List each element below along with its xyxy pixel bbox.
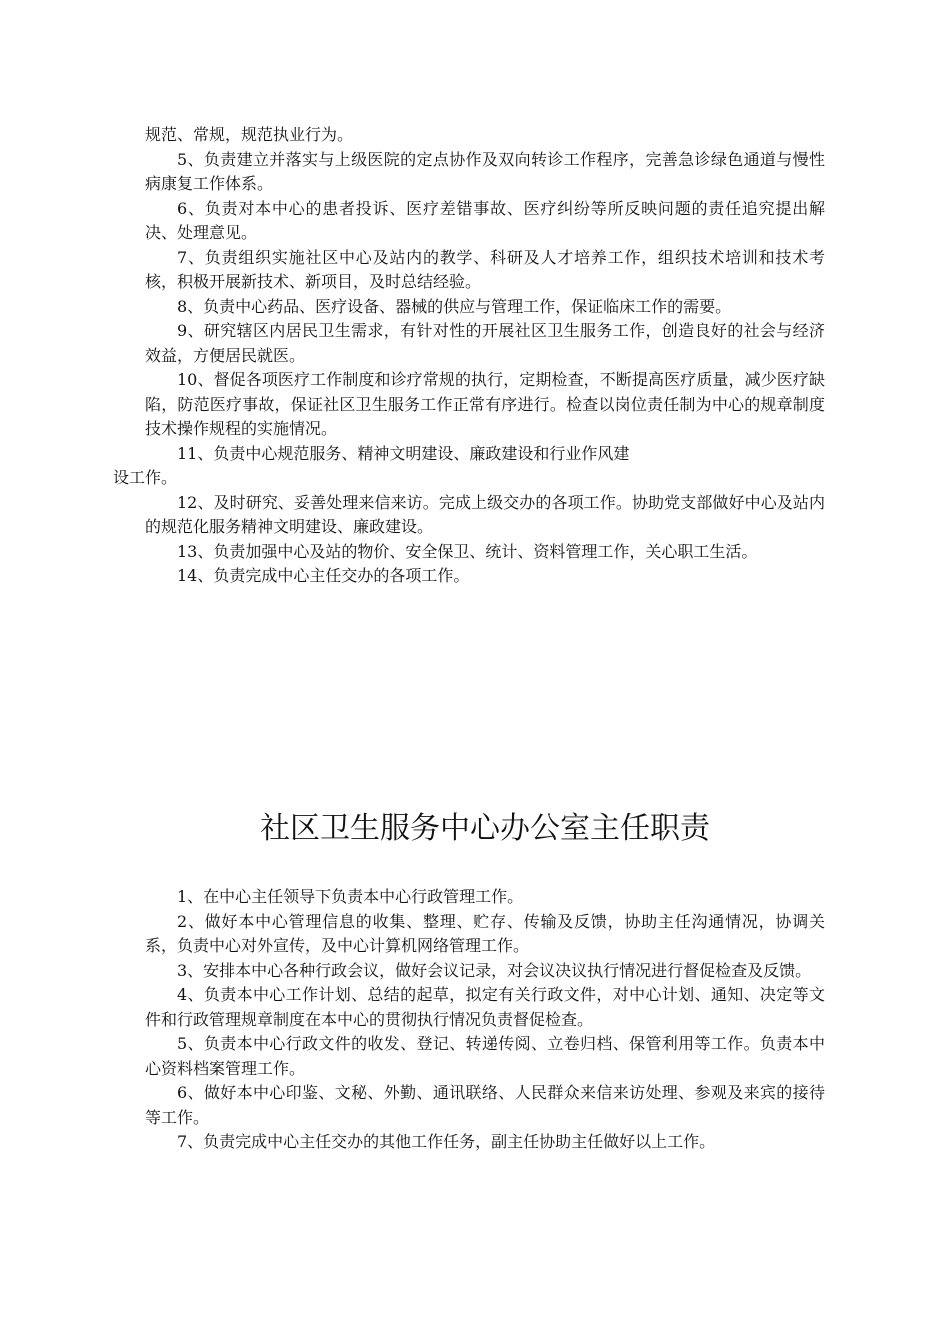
continuation-text: 规范、常规，规范执业行为。 xyxy=(145,125,354,144)
duty-item-11-line1: 11、负责中心规范服务、精神文明建设、廉政建设和行业作风建 xyxy=(177,443,630,463)
office-duty-item-3: 3、安排本中心各种行政会议，做好会议记录，对会议决议执行情况进行督促检查及反馈。 xyxy=(177,960,812,980)
office-duty-item-2: 2、做好本中心管理信息的收集、整理、贮存、传输及反馈，协助主任沟通情况，协调关系，负责中心对外宣传，及中心计算机网络管理工作。 xyxy=(145,911,825,955)
duty-item-9: 9、研究辖区内居民卫生需求，有针对性的开展社区卫生服务工作，创造良好的社会与经济效益，方便居民就医。 xyxy=(145,321,825,365)
office-duty-item-1: 1、在中心主任领导下负责本中心行政管理工作。 xyxy=(177,887,524,906)
duty-item-6: 6、负责对本中心的患者投诉、医疗差错事故、医疗纠纷等所反映问题的责任追究提出解决、处理意见。 xyxy=(145,198,825,242)
office-director-duties-section xyxy=(145,803,825,1155)
duty-item-10: 10、督促各项医疗工作制度和诊疗常规的执行，定期检查，不断提高医疗质量，减少医疗缺陷，防范医疗事故，保证社区卫生服务工作正常有序进行。检查以岗位责任制为中心的规章制度技术操作规程的实施情况。 xyxy=(145,370,825,438)
section-title: 社区卫生服务中心办公室主任职责 xyxy=(260,811,710,846)
office-duty-item-7: 7、负责完成中心主任交办的其他工作任务，副主任协助主任做好以上工作。 xyxy=(177,1132,716,1151)
office-duty-item-6: 6、做好本中心印鉴、文秘、外勤、通讯联络、人民群众来信来访处理、参观及来宾的接待等工作。 xyxy=(145,1083,825,1127)
duties-continued-section xyxy=(113,123,825,589)
office-duty-item-4: 4、负责本中心工作计划、总结的起草，拟定有关行政文件，对中心计划、通知、决定等文件和行政管理规章制度在本中心的贯彻执行情况负责督促检查。 xyxy=(145,985,825,1029)
office-duty-item-5: 5、负责本中心行政文件的收发、登记、转递传阅、立卷归档、保管利用等工作。负责本中心资料档案管理工作。 xyxy=(145,1034,825,1078)
duty-item-14: 14、负责完成中心主任交办的各项工作。 xyxy=(177,566,470,585)
duty-item-7: 7、负责组织实施社区中心及站内的教学、科研及人才培养工作，组织技术培训和技术考核，积极开展新技术、新项目，及时总结经验。 xyxy=(145,247,825,291)
duty-item-11 xyxy=(113,442,825,491)
duty-item-13: 13、负责加强中心及站的物价、安全保卫、统计、资料管理工作，关心职工生活。 xyxy=(177,541,758,561)
duty-item-11-line2: 设工作。 xyxy=(113,468,178,487)
duty-item-8: 8、负责中心药品、医疗设备、器械的供应与管理工作，保证临床工作的需要。 xyxy=(177,296,732,316)
duty-item-5: 5、负责建立并落实与上级医院的定点协作及双向转诊工作程序，完善急诊绿色通道与慢性病康复工作体系。 xyxy=(145,149,825,193)
duty-item-12: 12、及时研究、妥善处理来信来访。完成上级交办的各项工作。协助党支部做好中心及站内的规范化服务精神文明建设、廉政建设。 xyxy=(145,492,825,536)
